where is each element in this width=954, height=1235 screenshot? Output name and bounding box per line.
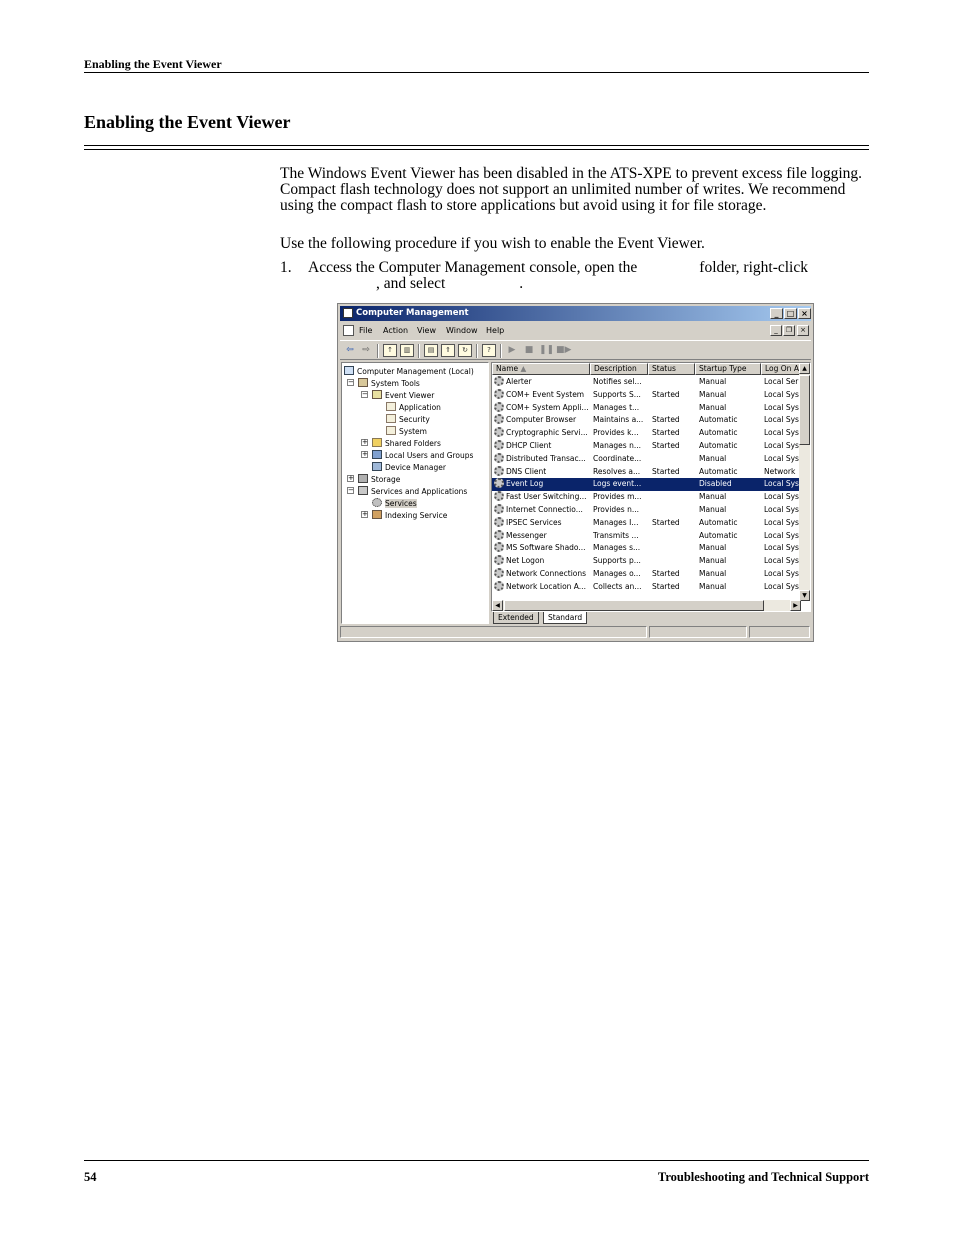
gear-icon <box>494 530 504 540</box>
service-logon-cell: Local Sys <box>764 389 799 399</box>
service-startup-cell: Automatic <box>699 441 738 450</box>
tree-item-system-tools[interactable]: System Tools <box>358 378 420 389</box>
service-startup-cell: Manual <box>699 389 727 399</box>
service-name-cell: DNS Client <box>494 466 591 478</box>
service-startup-cell: Manual <box>699 556 727 566</box>
gear-icon <box>494 504 504 514</box>
service-startup-cell: Automatic <box>699 517 738 527</box>
tree-item-security-log[interactable]: Security <box>386 414 430 425</box>
service-description-cell: Notifies sel... <box>593 377 642 386</box>
service-name-cell: COM+ Event System <box>494 389 591 401</box>
service-status-cell: Started <box>652 428 680 438</box>
service-startup-cell: Automatic <box>699 428 738 438</box>
gear-icon <box>494 581 504 591</box>
service-status-cell: Started <box>652 441 680 450</box>
vertical-scroll-thumb[interactable] <box>799 375 810 445</box>
gear-icon <box>494 427 504 437</box>
service-status-cell: Started <box>652 569 680 578</box>
service-row[interactable] <box>492 466 800 479</box>
service-row[interactable] <box>492 581 800 594</box>
scroll-left-icon[interactable]: ◀ <box>492 600 503 611</box>
gear-icon <box>494 491 504 501</box>
service-startup-cell: Manual <box>699 543 727 553</box>
gear-icon <box>494 389 504 399</box>
tree-item-indexing-service[interactable]: Indexing Service <box>372 510 447 521</box>
service-logon-cell: Local Sys <box>764 441 799 450</box>
step-text-part2: folder, right-click <box>699 259 808 276</box>
service-row[interactable] <box>492 453 800 466</box>
service-name-cell: Messenger <box>494 530 591 542</box>
minimize-button[interactable]: _ <box>770 308 783 319</box>
service-row[interactable] <box>492 440 800 453</box>
folder-icon <box>372 438 382 447</box>
toolbar-separator <box>476 344 478 358</box>
service-name-cell: COM+ System Appli... <box>494 402 591 414</box>
service-startup-cell: Manual <box>699 581 727 591</box>
expand-icon[interactable]: + <box>348 474 354 482</box>
service-status-cell: Started <box>652 466 680 476</box>
tree-item-shared-folders[interactable]: Shared Folders <box>372 438 441 449</box>
service-startup-cell: Automatic <box>699 530 738 540</box>
service-name-cell: Event Log <box>494 478 591 490</box>
service-logon-cell: Local Sys <box>764 492 799 502</box>
scroll-down-icon[interactable]: ▼ <box>799 590 810 601</box>
service-logon-cell: Local Sys <box>764 479 799 489</box>
child-close-button[interactable]: × <box>797 325 809 336</box>
service-name-cell: Net Logon <box>494 555 591 567</box>
service-logon-cell: Local Ser <box>764 377 799 386</box>
menu-bar <box>340 323 811 339</box>
service-description-cell: Manages I... <box>593 517 639 527</box>
step-text-part3: , and select <box>376 275 446 292</box>
service-logon-cell: Network <box>764 466 796 476</box>
scroll-right-icon[interactable]: ▶ <box>790 600 801 611</box>
service-name-cell: DHCP Client <box>494 440 591 452</box>
stop-service-icon[interactable]: ■ <box>524 345 534 355</box>
gear-icon <box>494 453 504 463</box>
service-startup-cell: Manual <box>699 569 727 578</box>
service-logon-cell: Local Sys <box>764 543 799 553</box>
service-row[interactable] <box>492 478 800 491</box>
footer-rule <box>84 1160 869 1161</box>
chapter-title: Troubleshooting and Technical Support <box>657 1170 869 1184</box>
section-title: Enabling the Event Viewer <box>84 112 291 132</box>
pause-service-icon[interactable]: ❚❚ <box>539 345 555 355</box>
child-restore-button[interactable]: ❐ <box>783 325 795 336</box>
service-name-cell: Internet Connectio... <box>494 504 591 516</box>
service-startup-cell: Manual <box>699 505 727 514</box>
gear-icon <box>494 376 504 386</box>
service-logon-cell: Local Sys <box>764 402 799 412</box>
service-startup-cell: Automatic <box>699 415 738 425</box>
service-name-cell: MS Software Shado... <box>494 542 591 554</box>
service-logon-cell: Local Sys <box>764 556 799 566</box>
device-manager-icon <box>372 462 382 471</box>
service-name-cell: Fast User Switching... <box>494 491 591 503</box>
tree-item-services-and-applications[interactable]: Services and Applications <box>358 486 467 497</box>
indexing-icon <box>372 510 382 519</box>
service-name-cell: Network Location A... <box>494 581 591 593</box>
service-description-cell: Collects an... <box>593 581 642 591</box>
refresh-icon[interactable]: ↻ <box>458 344 472 357</box>
service-description-cell: Supports S... <box>593 389 641 399</box>
tab-extended[interactable]: Extended <box>493 612 539 624</box>
status-panel-3 <box>749 626 810 638</box>
service-description-cell: Maintains a... <box>593 415 644 425</box>
service-row[interactable] <box>492 530 800 543</box>
tree-item-computer-management[interactable]: Computer Management (Local) <box>344 366 474 377</box>
menu-view[interactable]: View <box>417 326 436 335</box>
console-tree <box>341 362 489 624</box>
services-list <box>491 362 811 612</box>
export-icon[interactable]: ⇑ <box>441 344 455 357</box>
service-status-cell: Started <box>652 517 680 527</box>
expand-icon[interactable]: + <box>362 450 368 458</box>
service-name-cell: IPSEC Services <box>494 517 591 529</box>
service-row[interactable] <box>492 402 800 415</box>
service-description-cell: Manages s... <box>593 543 641 553</box>
service-logon-cell: Local Sys <box>764 569 799 578</box>
close-button[interactable]: × <box>798 308 811 319</box>
title-rule-bottom <box>84 149 869 150</box>
tree-item-event-viewer[interactable]: Event Viewer <box>372 390 434 401</box>
column-header-startup-type[interactable]: Startup Type <box>695 363 761 375</box>
toolbar <box>340 340 811 360</box>
service-row[interactable] <box>492 427 800 440</box>
properties-icon[interactable]: ▤ <box>424 344 438 357</box>
window-titlebar <box>340 306 811 321</box>
service-logon-cell: Local Sys <box>764 428 799 438</box>
service-status-cell: Started <box>652 389 680 399</box>
service-status-cell: Started <box>652 581 680 591</box>
service-row[interactable] <box>492 517 800 530</box>
forward-arrow-icon[interactable]: ⇨ <box>362 345 370 355</box>
service-name-cell: Network Connections <box>494 568 591 580</box>
service-description-cell: Manages n... <box>593 441 641 450</box>
child-minimize-button[interactable]: _ <box>770 325 782 336</box>
service-logon-cell: Local Sys <box>764 453 799 463</box>
column-header-log-on-as[interactable]: Log On A <box>761 363 801 375</box>
service-description-cell: Manages t... <box>593 402 640 412</box>
users-icon <box>372 450 382 459</box>
gear-icon <box>494 402 504 412</box>
header-rule <box>84 72 869 73</box>
tree-item-storage[interactable]: Storage <box>358 474 400 485</box>
computer-management-window <box>337 303 814 642</box>
window-title: Computer Management <box>356 308 469 318</box>
console-icon <box>343 325 354 336</box>
help-icon[interactable]: ? <box>482 344 496 357</box>
menu-file[interactable]: File <box>359 326 373 335</box>
gear-icon <box>372 498 382 507</box>
service-startup-cell: Automatic <box>699 466 738 476</box>
expand-icon[interactable]: + <box>362 510 368 518</box>
service-description-cell: Resolves a... <box>593 466 641 476</box>
gear-icon <box>494 414 504 424</box>
service-description-cell: Supports p... <box>593 556 641 566</box>
step-text <box>308 260 868 292</box>
running-header: Enabling the Event Viewer <box>84 57 222 71</box>
toolbar-separator <box>418 344 420 358</box>
procedure-intro: Use the following procedure if you wish to enable the Event Viewer. <box>280 235 705 252</box>
service-description-cell: Coordinate... <box>593 453 642 463</box>
show-tree-icon[interactable]: ▥ <box>400 344 414 357</box>
service-description-cell: Logs event... <box>593 479 642 489</box>
service-description-cell: Provides k... <box>593 428 639 438</box>
gear-icon <box>494 542 504 552</box>
gear-icon <box>494 478 504 488</box>
vertical-scrollbar[interactable] <box>799 363 810 601</box>
toolbar-separator <box>377 344 379 358</box>
service-logon-cell: Local Sys <box>764 517 799 527</box>
service-startup-cell: Disabled <box>699 479 732 489</box>
up-folder-icon[interactable]: ↑ <box>383 344 397 357</box>
service-startup-cell: Manual <box>699 377 727 386</box>
horizontal-scrollbar[interactable] <box>492 600 801 611</box>
service-name-cell: Cryptographic Servi... <box>494 427 591 439</box>
tree-item-device-manager[interactable]: Device Manager <box>372 462 446 473</box>
service-name-cell: Distributed Transac... <box>494 453 591 465</box>
service-logon-cell: Local Sys <box>764 581 799 591</box>
service-name-cell: Computer Browser <box>494 414 591 426</box>
service-row[interactable] <box>492 491 800 504</box>
horizontal-scroll-thumb[interactable] <box>504 600 764 611</box>
service-startup-cell: Manual <box>699 402 727 412</box>
collapse-icon[interactable]: − <box>362 390 368 398</box>
gear-icon <box>494 440 504 450</box>
view-tabs <box>491 612 811 625</box>
status-panel-2 <box>649 626 747 638</box>
tree-item-local-users[interactable]: Local Users and Groups <box>372 450 473 461</box>
gear-icon <box>494 466 504 476</box>
tree-item-services[interactable]: Services <box>372 498 417 509</box>
restart-service-icon[interactable]: ■▶ <box>556 345 572 355</box>
gear-icon <box>494 568 504 578</box>
service-row[interactable] <box>492 504 800 517</box>
page-number: 54 <box>84 1170 97 1184</box>
service-status-cell: Started <box>652 415 680 425</box>
menu-action[interactable]: Action <box>383 326 409 335</box>
service-startup-cell: Manual <box>699 492 727 502</box>
collapse-icon[interactable]: − <box>348 486 354 494</box>
step-text-part4: . <box>519 275 524 292</box>
column-header-description[interactable]: Description <box>590 363 648 375</box>
service-row[interactable] <box>492 389 800 402</box>
tree-item-application-log[interactable]: Application <box>386 402 441 413</box>
column-header-name[interactable]: Name ▲ <box>492 363 590 375</box>
tree-item-system-log[interactable]: System <box>386 426 427 437</box>
status-panel-main <box>340 626 647 638</box>
service-row[interactable] <box>492 376 800 389</box>
services-apps-icon <box>358 486 368 495</box>
step-number: 1. <box>280 259 292 276</box>
column-header-status[interactable]: Status <box>648 363 695 375</box>
gear-icon <box>494 555 504 565</box>
service-description-cell: Transmits ... <box>593 530 639 540</box>
collapse-icon[interactable]: − <box>348 378 354 386</box>
scroll-up-icon[interactable]: ▲ <box>799 363 810 374</box>
title-rule-top <box>84 145 869 146</box>
service-row[interactable] <box>492 555 800 568</box>
storage-icon <box>358 474 368 483</box>
log-icon <box>386 414 396 423</box>
menu-help[interactable]: Help <box>486 326 505 335</box>
service-logon-cell: Local Sys <box>764 415 799 425</box>
service-logon-cell: Local Sys <box>764 530 799 540</box>
service-description-cell: Provides m... <box>593 492 642 502</box>
computer-icon <box>344 366 354 375</box>
service-startup-cell: Manual <box>699 453 727 463</box>
expand-icon[interactable]: + <box>362 438 368 446</box>
maximize-button[interactable]: □ <box>784 308 797 319</box>
sort-arrow-icon: ▲ <box>520 364 527 373</box>
service-description-cell: Provides n... <box>593 505 639 514</box>
log-icon <box>386 402 396 411</box>
log-icon <box>386 426 396 435</box>
step-text-part1: Access the Computer Management console, open the <box>308 259 638 276</box>
back-arrow-icon[interactable]: ⇦ <box>346 345 354 355</box>
tools-icon <box>358 378 368 387</box>
service-logon-cell: Local Sys <box>764 505 799 514</box>
service-row[interactable] <box>492 568 800 581</box>
service-name-cell: Alerter <box>494 376 591 388</box>
tab-standard[interactable]: Standard <box>543 612 587 624</box>
service-row[interactable] <box>492 542 800 555</box>
intro-paragraph: The Windows Event Viewer has been disabled in the ATS-XPE to prevent excess file logging. Compact flash technology does not support an unlimited number of writes. We recommend using the compact flash to store applications but avoid using it for file storage. <box>280 165 863 214</box>
gear-icon <box>494 517 504 527</box>
service-description-cell: Manages o... <box>593 569 641 578</box>
computer-management-icon <box>343 308 353 318</box>
status-bar <box>340 626 811 639</box>
menu-window[interactable]: Window <box>446 326 478 335</box>
toolbar-separator <box>500 344 502 358</box>
start-service-icon[interactable]: ▶ <box>508 345 516 355</box>
service-row[interactable] <box>492 414 800 427</box>
event-viewer-icon <box>372 390 382 399</box>
